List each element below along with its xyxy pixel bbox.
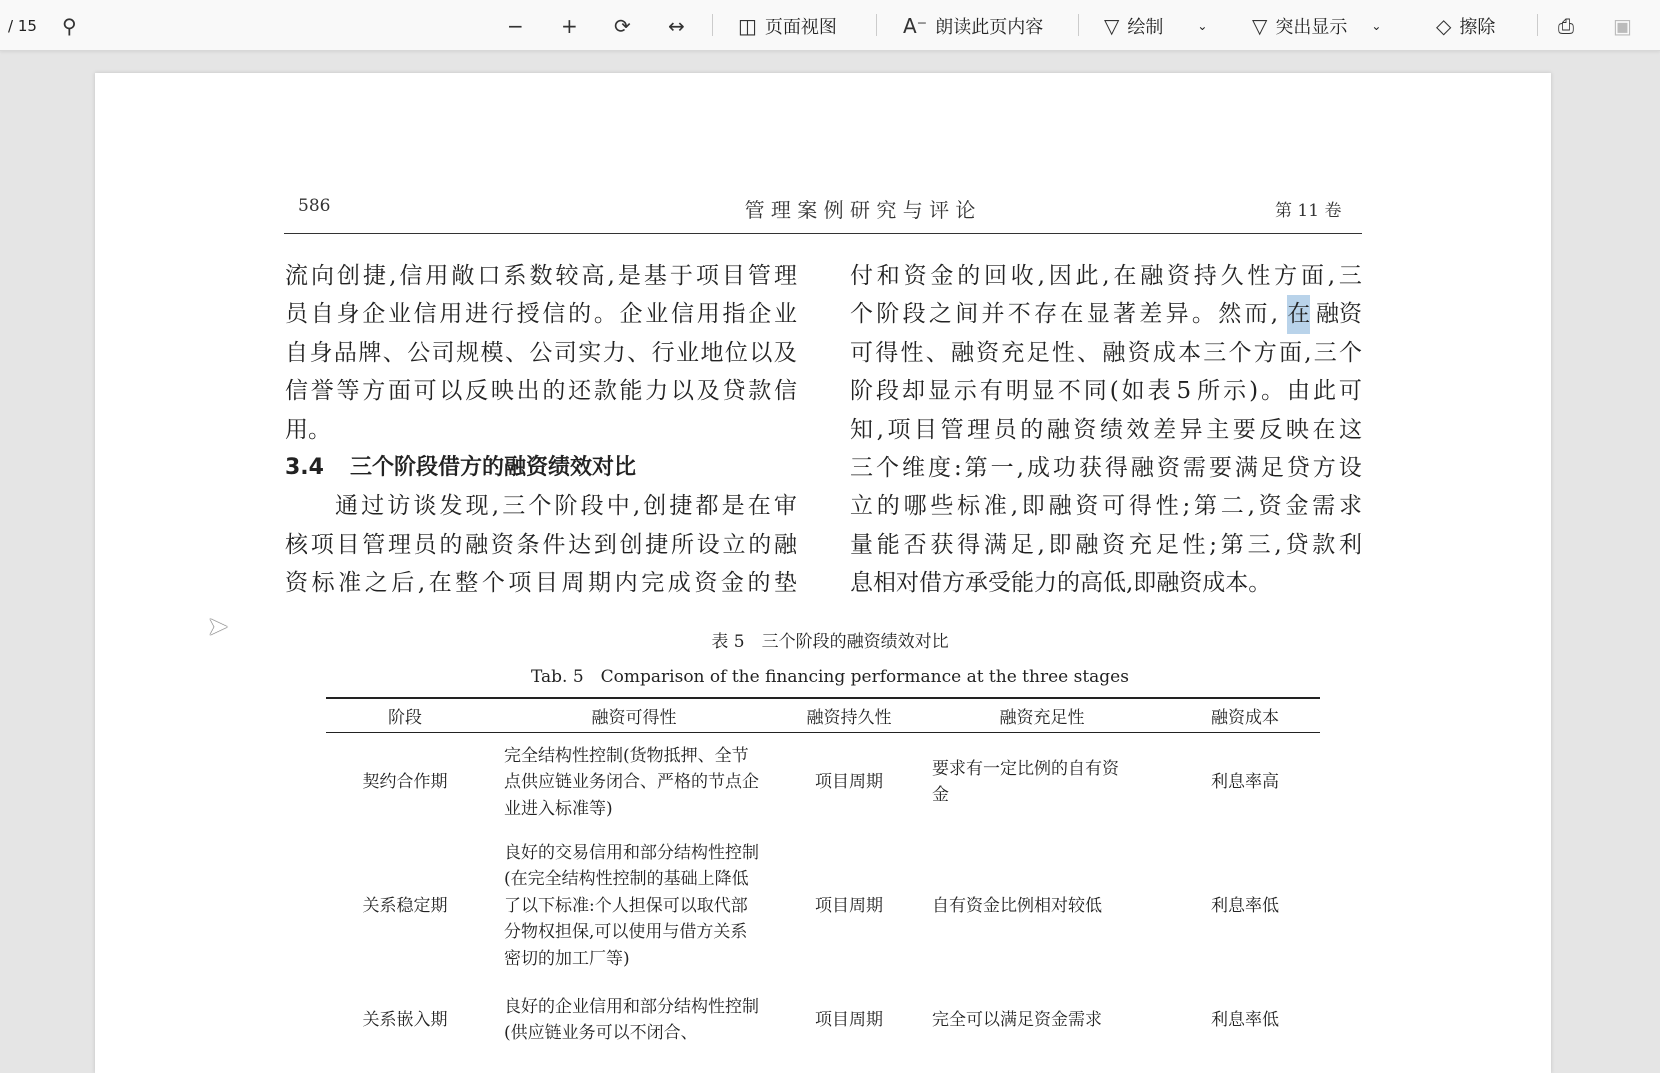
text-line: 可 得 性 、 融 资 充 足 性 、 融 资 成 本 三 个 方 面 , 三 个: [850, 339, 1362, 366]
text-line: 阶 段 却 显 示 有 明 显 不 同 ( 如 表 5 所 示 ) 。 由 此 可: [850, 378, 1362, 405]
read-aloud-icon: A⁻: [903, 13, 928, 38]
right-column: [850, 257, 1362, 603]
text-line: 员 自 身 企 业 信 用 进 行 授 信 的 。 企 业 信 用 指 企 业: [285, 301, 797, 328]
text-line: 量 能 否 获 得 满 足 , 即 融 资 充 足 性 ; 第 三 , 贷 款 利: [850, 531, 1362, 558]
highlight-button[interactable]: [1252, 0, 1381, 51]
comparison-table: [326, 697, 1320, 1060]
text-line: [850, 295, 1362, 333]
page-count: [8, 0, 37, 51]
section-heading: [285, 449, 797, 487]
table-header-row: [326, 698, 1320, 732]
print-icon[interactable]: ⎙: [1558, 13, 1574, 38]
volume: 第 11 卷: [1275, 201, 1342, 221]
table-cell: 自有资金比例相对较低: [932, 895, 1102, 916]
text-line: 资 标 准 之 后 , 在 整 个 项 目 周 期 内 完 成 资 金 的 垫: [285, 570, 797, 597]
table-row: [326, 732, 1320, 832]
text-segment: 个阶段之间并不存在显著差异。然而,: [850, 301, 1282, 328]
zoom-out-icon[interactable]: −: [507, 13, 524, 38]
text-line: 信 誉 等 方 面 可 以 反 映 出 的 还 款 能 力 以 及 贷 款 信: [285, 378, 797, 405]
read-aloud-button[interactable]: [903, 0, 1043, 51]
table-cell: 项目周期: [815, 1009, 883, 1030]
table-row: [326, 980, 1320, 1060]
text-segment: 融资: [1315, 301, 1362, 328]
text-line: 用。: [285, 416, 331, 443]
table-cell: 利息率高: [1211, 772, 1279, 792]
text-line: 知 , 项 目 管 理 员 的 融 资 绩 效 差 异 主 要 反 映 在 这: [850, 416, 1362, 443]
erase-label: 擦除: [1459, 16, 1496, 38]
table-cell: 良好的企业信用和部分结构性控制(供应链业务可以不闭合、: [504, 996, 759, 1043]
table-cell: 关系稳定期: [362, 895, 448, 916]
journal-title: 管 理 案 例 研 究 与 评 论: [744, 198, 976, 222]
text-line: 自 身 品 牌 、 公 司 规 模 、 公 司 实 力 、 行 业 地 位 以 及: [285, 339, 797, 366]
section-title: 三个阶段借方的融资绩效对比: [349, 455, 636, 481]
table-cell: 契约合作期: [362, 772, 448, 792]
table-cell: 关系嵌入期: [362, 1009, 448, 1030]
table-cell: 利息率低: [1211, 1009, 1279, 1030]
column-header: 融资持久性: [784, 698, 914, 732]
table-row: [326, 832, 1320, 980]
table-caption-cn: 表 5 三个阶段的融资绩效对比: [711, 632, 949, 652]
table-caption-en: Tab. 5 Comparison of the financing performance at the three stages: [531, 667, 1129, 687]
text-line: 立 的 哪 些 标 准 , 即 融 资 可 得 性 ; 第 二 , 资 金 需 求: [850, 493, 1362, 520]
chevron-down-icon[interactable]: ⌄: [1197, 18, 1208, 33]
header-rule: [284, 233, 1362, 234]
column-header: 融资成本: [1170, 698, 1320, 732]
save-icon[interactable]: ▣: [1613, 13, 1632, 38]
section-number: 3.4: [285, 455, 324, 481]
table-cell: 项目周期: [815, 895, 883, 916]
page-view-button[interactable]: [738, 0, 837, 51]
text-line: 核 项 目 管 理 员 的 融 资 条 件 达 到 创 捷 所 设 立 的 融: [285, 531, 797, 558]
table-cell: 完全可以满足资金需求: [932, 1009, 1102, 1030]
column-header: 阶段: [326, 698, 484, 732]
page-view-icon: ◫: [738, 13, 757, 38]
draw-button[interactable]: [1104, 0, 1207, 51]
text-line: 息相对借方承受能力的高低,即融资成本。: [850, 570, 1272, 597]
highlight-label: 突出显示: [1275, 16, 1348, 38]
left-column: [285, 257, 797, 603]
highlight-icon: ▽: [1252, 13, 1268, 38]
table-cell: 利息率低: [1211, 895, 1279, 916]
page-view-label: 页面视图: [764, 16, 837, 38]
text-line: 付 和 资 金 的 回 收 , 因 此 , 在 融 资 持 久 性 方 面 , 三: [850, 263, 1362, 289]
rotate-icon[interactable]: ⟳: [614, 13, 631, 38]
chevron-down-icon[interactable]: ⌄: [1371, 18, 1382, 33]
text-line: 流 向 创 捷 , 信 用 敞 口 系 数 较 高 , 是 基 于 项 目 管 理: [285, 263, 797, 289]
column-header: 融资充足性: [914, 698, 1170, 732]
page-number: 586: [298, 196, 331, 216]
text-line: 三 个 维 度 : 第 一 , 成 功 获 得 融 资 需 要 满 足 贷 方 设: [850, 455, 1362, 482]
search-icon[interactable]: ⚲: [62, 13, 77, 38]
fit-width-icon[interactable]: ↔: [668, 13, 685, 38]
draw-label: 绘制: [1127, 16, 1164, 38]
zoom-in-icon[interactable]: +: [561, 13, 578, 38]
column-header: 融资可得性: [484, 698, 784, 732]
selected-text[interactable]: 在: [1287, 295, 1310, 333]
table-cell: 要求有一定比例的自有资金: [932, 758, 1119, 806]
pdf-toolbar: [0, 0, 1660, 51]
text-line: 通 过 访 谈 发 现 , 三 个 阶 段 中 , 创 捷 都 是 在 审: [335, 493, 797, 520]
table-cell: 项目周期: [815, 772, 883, 792]
read-aloud-label: 朗读此页内容: [935, 16, 1044, 38]
erase-button[interactable]: [1436, 0, 1495, 51]
page-count-label: / 15: [8, 16, 37, 35]
draw-icon: ▽: [1104, 13, 1120, 38]
mouse-cursor-icon: ➤: [207, 612, 229, 642]
eraser-icon: ◇: [1436, 13, 1452, 38]
table-cell: 完全结构性控制(货物抵押、全节点供应链业务闭合、严格的节点企业进入标准等): [504, 745, 759, 819]
table-cell: 良好的交易信用和部分结构性控制(在完全结构性控制的基础上降低了以下标准:个人担保可以取代部分物权担保,可以使用与借方关系密切的加工厂等): [504, 842, 759, 969]
